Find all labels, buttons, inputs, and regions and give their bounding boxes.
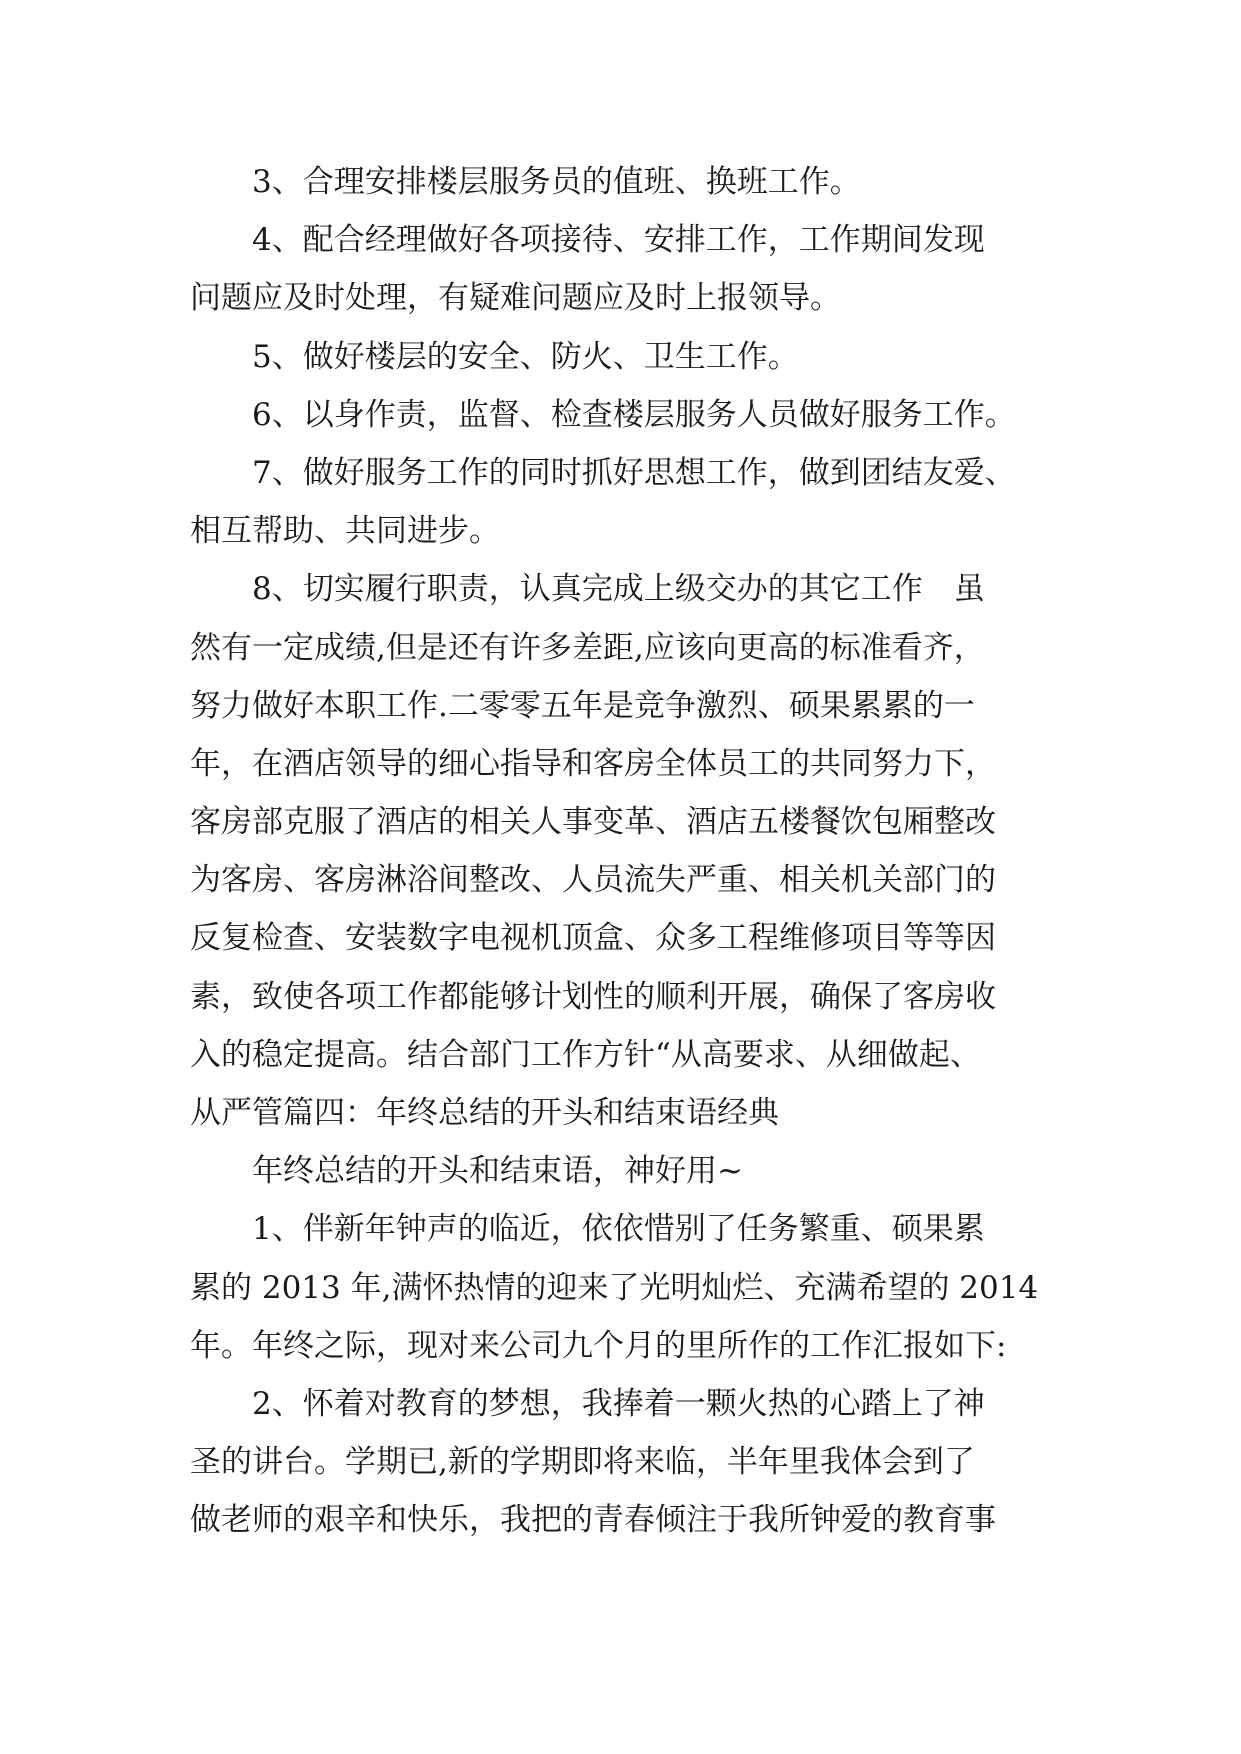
text-line: 2、怀着对教育的梦想，我捧着一颗火热的心踏上了神 <box>252 1385 985 1422</box>
document-body <box>190 153 1050 1550</box>
text-line: 相互帮助、共同进步。 <box>190 513 500 550</box>
text-line: 做老师的艰辛和快乐，我把的青春倾注于我所钟爱的教育事 <box>190 1502 996 1539</box>
text-line: 3、合理安排楼层服务员的值班、换班工作。 <box>252 164 861 200</box>
text-line: 反复检查、安装数字电视机顶盒、众多工程维修项目等等因 <box>190 920 996 957</box>
text-line: 累的 2013 年,满怀热情的迎来了光明灿烂、充满希望的 2014 <box>190 1269 1039 1306</box>
text-line: 年，在酒店领导的细心指导和客房全体员工的共同努力下， <box>190 745 996 782</box>
text-line: 然有一定成绩,但是还有许多差距,应该向更高的标准看齐， <box>190 629 985 666</box>
text-line: 圣的讲台。学期已,新的学期即将来临，半年里我体会到了 <box>190 1444 975 1481</box>
text-line: 8、切实履行职责，认真完成上级交办的其它工作 虽 <box>252 571 985 608</box>
text-line: 6、以身作责，监督、检查楼层服务人员做好服务工作。 <box>252 396 1016 433</box>
text-line: 5、做好楼层的安全、防火、卫生工作。 <box>252 338 799 375</box>
text-line: 从严管篇四：年终总结的开头和结束语经典 <box>190 1095 779 1131</box>
text-line: 素，致使各项工作都能够计划性的顺利开展，确保了客房收 <box>190 978 996 1015</box>
text-line: 入的稳定提高。结合部门工作方针“从高要求、从细做起、 <box>190 1036 981 1073</box>
text-line: 问题应及时处理，有疑难问题应及时上报领导。 <box>190 280 841 317</box>
text-line: 为客房、客房淋浴间整改、人员流失严重、相关机关部门的 <box>190 862 996 899</box>
text-line: 年。年终之际，现对来公司九个月的里所作的工作汇报如下: <box>190 1327 1007 1364</box>
text-line: 客房部克服了酒店的相关人事变革、酒店五楼餐饮包厢整改 <box>190 804 996 841</box>
text-line: 7、做好服务工作的同时抓好思想工作，做到团结友爱、 <box>252 454 1016 491</box>
text-line: 4、配合经理做好各项接待、安排工作，工作期间发现 <box>252 222 985 259</box>
text-line: 1、伴新年钟声的临近，依依惜别了任务繁重、硕果累 <box>252 1211 985 1248</box>
text-line: 年终总结的开头和结束语，神好用~ <box>252 1153 743 1190</box>
text-line: 努力做好本职工作.二零零五年是竞争激烈、硕果累累的一 <box>190 687 975 724</box>
